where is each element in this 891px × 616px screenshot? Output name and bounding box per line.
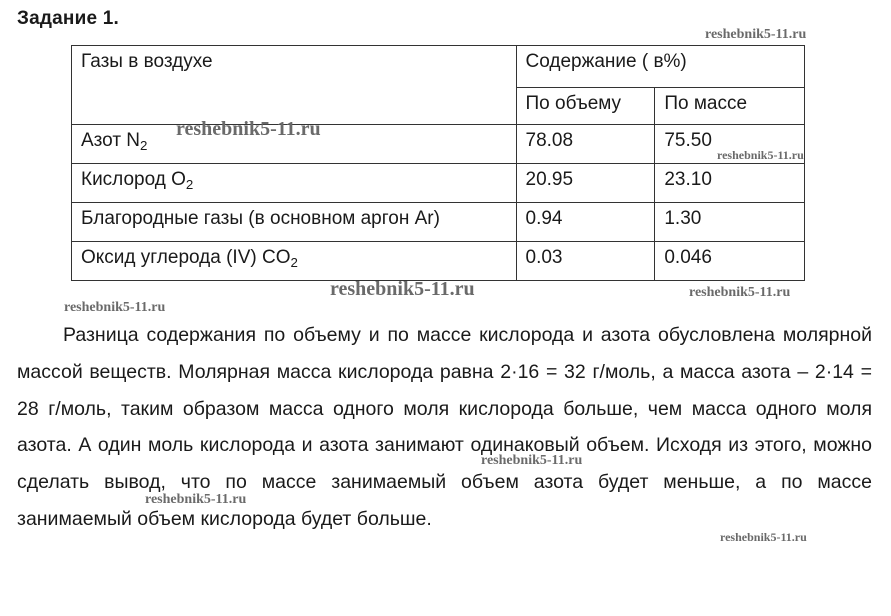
gas-name: Оксид углерода (IV) $CO_2$ — [72, 242, 517, 281]
watermark: reshebnik5-11.ru — [717, 148, 804, 162]
paragraph-text: Разница содержания по объему и по массе кислорода и азота обусловлена молярной массой веществ. Молярная масса кислорода равна 2·16 = 32 г/моль, а масса азота – 2·14 = 28 г/моль, таким образом масса одного моля кислорода больше, чем масса одного моля азота. А один моль кислорода и азота занимают одинаковый объем. Исходя из этого, можно сделать вывод, что по массе занимаемый объем азота будет меньше, а по массе занимаемый объем кислорода будет больше. — [17, 324, 872, 530]
watermark: reshebnik5-11.ru — [689, 285, 791, 300]
gas-name: Азот $N_2$ — [72, 125, 517, 164]
mass-cell: 75.50 — [655, 125, 805, 164]
header-by-volume: По объему — [516, 88, 655, 125]
table-row — [72, 203, 805, 242]
gas-name: Кислород $O_2$ — [72, 164, 517, 203]
table-row — [72, 164, 805, 203]
volume-cell: 20.95 — [516, 164, 655, 203]
mass-cell: 0.046 — [655, 242, 805, 281]
table-row — [72, 242, 805, 281]
watermark: reshebnik5-11.ru — [176, 118, 321, 140]
watermark: reshebnik5-11.ru — [330, 278, 475, 300]
watermark: reshebnik5-11.ru — [64, 300, 166, 315]
gas-name: Благородные газы (в основном аргон Ar) — [72, 203, 517, 242]
task-title: Задание 1. — [17, 8, 119, 29]
mass-cell: 23.10 — [655, 164, 805, 203]
volume-cell: 0.03 — [516, 242, 655, 281]
header-by-mass: По массе — [655, 88, 805, 125]
watermark: reshebnik5-11.ru — [481, 453, 583, 468]
gas-composition-table — [71, 45, 805, 281]
watermark: reshebnik5-11.ru — [720, 530, 807, 544]
watermark: reshebnik5-11.ru — [705, 27, 807, 42]
watermark: reshebnik5-11.ru — [145, 492, 247, 507]
mass-cell: 1.30 — [655, 203, 805, 242]
volume-cell: 78.08 — [516, 125, 655, 164]
header-gases: Газы в воздухе — [72, 46, 517, 125]
header-content: Содержание ( в%) — [516, 46, 804, 88]
volume-cell: 0.94 — [516, 203, 655, 242]
table-header-row — [72, 46, 805, 88]
